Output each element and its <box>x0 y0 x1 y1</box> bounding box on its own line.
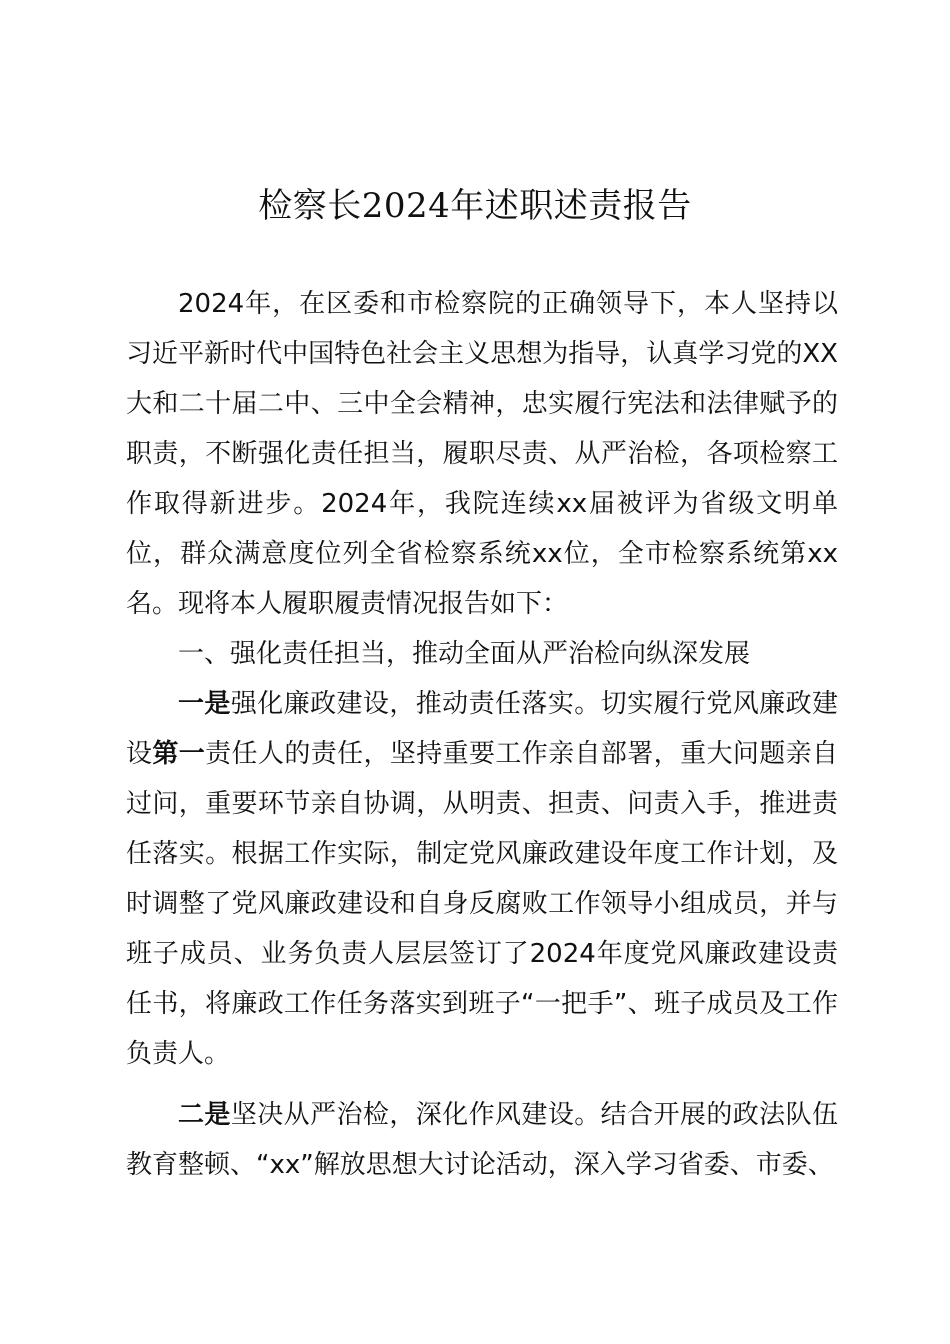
point-one-bold-inline: 第一 <box>152 739 206 769</box>
point-one-lead: 一是 <box>178 689 231 719</box>
point-two-text: 坚决从严治检，深化作风建设。结合开展的政法队伍教育整顿、“xx”解放思想大讨论活动，深入学习省委、市委、 <box>126 1100 838 1180</box>
document-body <box>126 279 838 1190</box>
document-title: 检察长2024年述职述责报告 <box>258 186 692 226</box>
point-one-text-b: 责任人的责任，坚持重要工作亲自部署，重大问题亲自过问，重要环节亲自协调，从明责、担责、问责入手，推进责任落实。根据工作实际，制定党风廉政建设年度工作计划，及时调整了党风廉政建设和自身反腐败工作领导小组成员，并与班子成员、业务负责人层层签订了2024年度党风廉政建设责任书，将廉政工作任务落实到班子“一把手”、班子成员及工作负责人。 <box>126 739 838 1069</box>
point-one-paragraph <box>126 679 838 1079</box>
intro-paragraph: 2024年，在区委和市检察院的正确领导下，本人坚持以习近平新时代中国特色社会主义思想为指导，认真学习党的XX大和二十届二中、三中全会精神，忠实履行宪法和法律赋予的职责，不断强化责任担当，履职尽责、从严治检，各项检察工作取得新进步。2024年，我院连续xx届被评为省级文明单位，群众满意度位列全省检察系统xx位，全市检察系统第xx名。现将本人履职履责情况报告如下： <box>126 289 838 619</box>
point-two-paragraph <box>126 1090 838 1190</box>
section-heading-1: 一、强化责任担当，推动全面从严治检向纵深发展 <box>178 639 751 669</box>
point-two-lead: 二是 <box>178 1100 231 1130</box>
point-one-text-a: 强化廉政建设，推动责任落实。切实履行党风廉政建设 <box>126 689 838 769</box>
